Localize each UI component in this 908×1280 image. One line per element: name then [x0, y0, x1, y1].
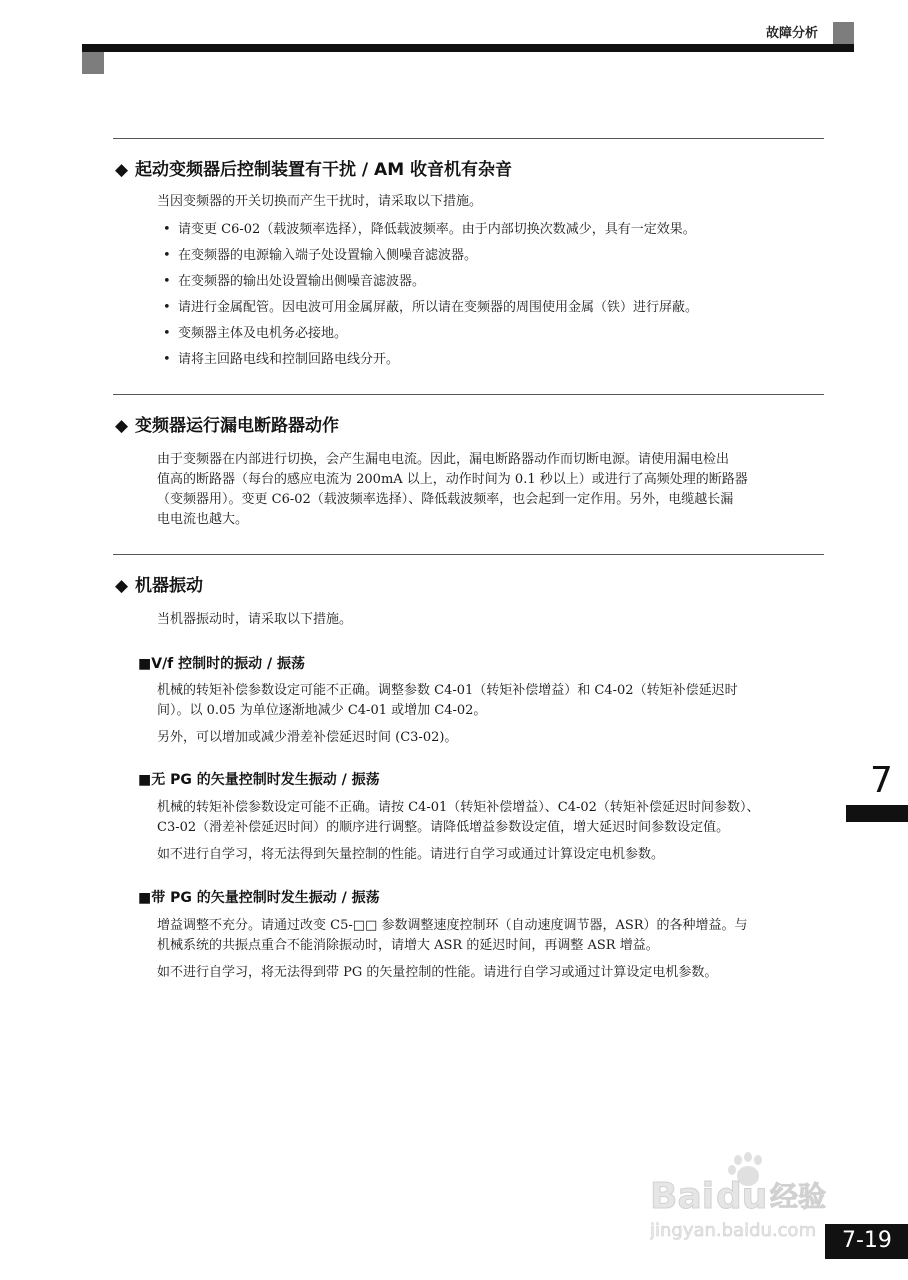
section-title — [115, 411, 339, 436]
diamond-icon: ◆ — [115, 416, 129, 436]
svg-text:Bai: Bai — [650, 1176, 715, 1217]
header-left-block — [82, 52, 104, 74]
paragraph-line: 机械的转矩补偿参数设定可能不正确。请按 C4-01（转矩补偿增益）、C4-02（转矩补偿延迟时间参数）、 — [157, 800, 760, 815]
bullet-dot: • — [163, 274, 171, 289]
paragraph-note: 另外，可以增加或减少滑差补偿延迟时间 (C3-02)。 — [157, 730, 458, 745]
subsection-title: ■带 PG 的矢量控制时发生振动 / 振荡 — [138, 890, 380, 906]
svg-text:du: du — [716, 1176, 768, 1217]
section-divider — [113, 394, 824, 395]
subsection-title: ■无 PG 的矢量控制时发生振动 / 振荡 — [138, 772, 380, 788]
chapter-tab-bar — [846, 805, 908, 822]
paragraph-line: 值高的断路器（每台的感应电流为 200mA 以上，动作时间为 0.1 秒以上）或进行了高频处理的断路器 — [157, 472, 748, 487]
section-title — [115, 155, 512, 180]
section-intro: 当因变频器的开关切换而产生干扰时，请采取以下措施。 — [157, 194, 483, 209]
bullet-dot: • — [163, 352, 171, 367]
paragraph-line: C3-02（滑差补偿延迟时间）的顺序进行调整。请降低增益参数设定值，增大延迟时间参数设定值。 — [157, 820, 730, 835]
list-item: • 请进行金属配管。因电波可用金属屏蔽，所以请在变频器的周围使用金属（铁）进行屏蔽。 — [163, 300, 699, 315]
list-item: • 请变更 C6-02（载波频率选择），降低载波频率。由于内部切换次数减少，具有一定效果。 — [163, 222, 696, 237]
header-corner-block — [833, 22, 854, 44]
list-item: • 请将主回路电线和控制回路电线分开。 — [163, 352, 400, 367]
section-intro: 当机器振动时，请采取以下措施。 — [157, 612, 353, 627]
bullet-dot: • — [163, 248, 171, 263]
paragraph-line: 由于变频器在内部进行切换，会产生漏电电流。因此，漏电断路器动作而切断电源。请使用漏电检出 — [157, 452, 730, 467]
subsection-title: ■V/f 控制时的振动 / 振荡 — [138, 656, 306, 672]
section-title-text: 变频器运行漏电断路器动作 — [135, 416, 339, 436]
header-bar — [82, 44, 854, 52]
section-divider — [113, 554, 824, 555]
list-item: • 变频器主体及电机务必接地。 — [163, 326, 348, 341]
diamond-icon: ◆ — [115, 576, 129, 596]
paragraph-line: 机械系统的共振点重合不能消除振动时，请增大 ASR 的延迟时间，再调整 ASR 增益。 — [157, 938, 659, 953]
chapter-number: 7 — [870, 760, 893, 801]
paragraph-line: 电电流也越大。 — [157, 512, 249, 527]
header-title: 故障分析 — [766, 26, 819, 41]
bullet-dot: • — [163, 326, 171, 341]
paragraph-line: 间）。以 0.05 为单位逐渐地减少 C4-01 或增加 C4-02。 — [157, 703, 487, 718]
page-number: 7-19 — [842, 1228, 892, 1253]
baidu-watermark-logo — [650, 1152, 850, 1242]
list-item: • 在变频器的电源输入端子处设置输入侧噪音滤波器。 — [163, 248, 478, 263]
paragraph-note: 如不进行自学习，将无法得到带 PG 的矢量控制的性能。请进行自学习或通过计算设定电机参数。 — [157, 965, 718, 980]
watermark-url: jingyan.baidu.com — [650, 1220, 817, 1241]
section-divider — [113, 138, 824, 139]
paragraph-line: （变频器用）。变更 C6-02（载波频率选择）、降低载波频率，也会起到一定作用。另外，电缆越长漏 — [157, 492, 734, 507]
section-title-text: 起动变频器后控制装置有干扰 / AM 收音机有杂音 — [135, 160, 513, 180]
bullet-dot: • — [163, 300, 171, 315]
paragraph-line: 增益调整不充分。请通过改变 C5-□□ 参数调整速度控制环（自动速度调节器，ASR）的各种增益。与 — [157, 918, 748, 933]
section-title — [115, 571, 203, 596]
paragraph-line: 机械的转矩补偿参数设定可能不正确。调整参数 C4-01（转矩补偿增益）和 C4-02（转矩补偿延迟时 — [157, 683, 738, 698]
bullet-dot: • — [163, 222, 171, 237]
svg-text:经验: 经验 — [770, 1180, 827, 1213]
diamond-icon: ◆ — [115, 160, 129, 180]
list-item: • 在变频器的输出处设置输出侧噪音滤波器。 — [163, 274, 426, 289]
section-title-text: 机器振动 — [135, 576, 203, 596]
paragraph-note: 如不进行自学习，将无法得到矢量控制的性能。请进行自学习或通过计算设定电机参数。 — [157, 847, 665, 862]
